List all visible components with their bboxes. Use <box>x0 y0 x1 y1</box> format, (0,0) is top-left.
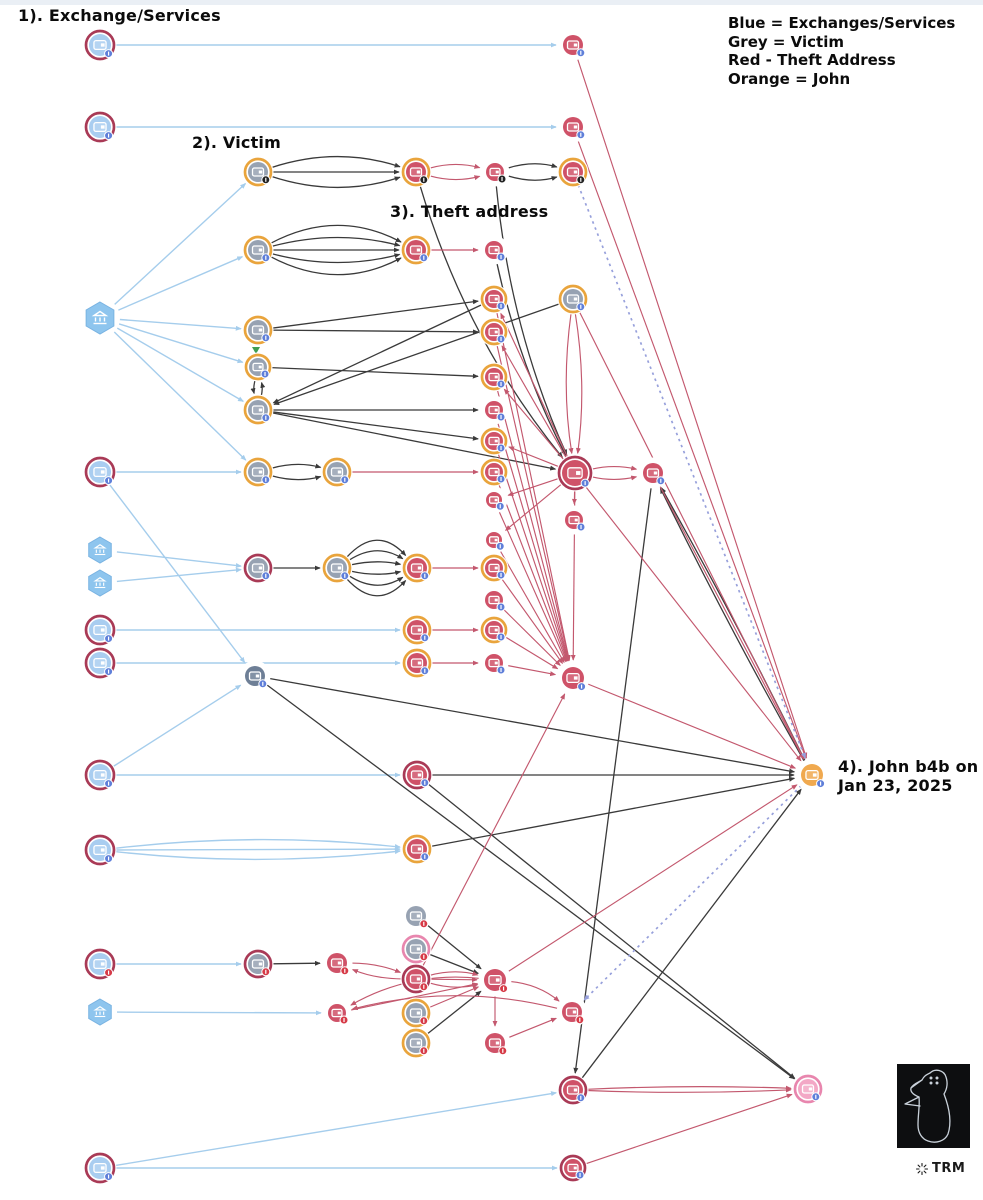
graph-node-b2[interactable] <box>84 111 117 144</box>
wallet-clasp <box>495 567 498 570</box>
graph-node-h4[interactable] <box>89 999 112 1025</box>
color-legend <box>728 14 955 88</box>
wallet-clasp <box>573 1011 576 1014</box>
graph-node-hub1[interactable] <box>557 455 594 492</box>
wallet-clasp <box>654 472 657 475</box>
wallet-clasp <box>495 471 498 474</box>
wallet-clasp <box>256 675 259 678</box>
graph-node-v7[interactable] <box>322 457 353 488</box>
edge-hub2-john <box>587 684 795 769</box>
wallet-clasp <box>417 171 420 174</box>
graph-node-pink[interactable] <box>793 1074 824 1105</box>
badge-glyph <box>265 970 266 974</box>
wallet-clasp <box>574 44 577 47</box>
edge-g5-q1 <box>272 963 320 964</box>
edge-h2-v9 <box>117 552 241 566</box>
annotation-john-line1: 4). John b4b on <box>838 757 979 776</box>
edge-r3-john <box>578 185 805 758</box>
edge-hub1-john <box>586 486 801 760</box>
badge-glyph <box>500 504 501 508</box>
badge-glyph <box>108 637 109 641</box>
wallet-clasp <box>574 1167 577 1170</box>
trm-logo <box>916 1161 965 1176</box>
edge-r1-r2 <box>430 164 480 168</box>
edge-r2-r3 <box>507 164 556 168</box>
edge-b9-w1 <box>115 1093 556 1166</box>
wallet-clasp <box>496 171 499 174</box>
badge-glyph <box>424 669 425 673</box>
graph-node-c9[interactable] <box>480 554 509 583</box>
edge-c10-hub2 <box>503 609 560 665</box>
edge-h1-v1 <box>115 184 246 305</box>
wallet-clasp <box>576 471 580 475</box>
graph-node-m3[interactable] <box>402 648 433 679</box>
graph-node-q2[interactable] <box>401 964 432 995</box>
wallet-clasp <box>495 376 498 379</box>
wallet-clasp <box>495 539 498 541</box>
wallet-clasp <box>259 171 262 174</box>
graph-node-c10[interactable] <box>480 586 509 615</box>
badge-glyph <box>503 987 504 991</box>
badge-glyph <box>580 178 581 182</box>
edge-w1-pink <box>587 1087 791 1090</box>
badge-glyph <box>820 782 821 786</box>
graph-node-b6[interactable] <box>84 759 117 792</box>
edge-r6-john <box>577 58 806 758</box>
wallet-clasp <box>809 1088 812 1091</box>
wallet-clasp <box>417 915 420 918</box>
annotation-victim: 2). Victim <box>192 133 281 152</box>
graph-node-b9[interactable] <box>84 1152 117 1185</box>
wallet-clasp <box>101 1166 105 1169</box>
badge-glyph <box>423 1049 424 1053</box>
graph-node-b4[interactable] <box>84 614 117 647</box>
graph-node-c4[interactable] <box>480 396 509 425</box>
graph-node-c6[interactable] <box>480 458 509 487</box>
wallet-clasp <box>496 978 500 981</box>
badge-glyph <box>500 337 501 341</box>
wallet-clasp <box>418 629 421 632</box>
trm-sun-icon <box>916 1163 928 1175</box>
badge-glyph <box>501 177 502 181</box>
legend-line-grey: Grey = Victim <box>728 32 844 51</box>
edge-v10-v5 <box>274 304 560 405</box>
edge-q3-john <box>508 785 797 972</box>
graph-node-c1[interactable] <box>480 285 509 314</box>
badge-glyph <box>265 178 266 182</box>
graph-node-w2[interactable] <box>559 1154 588 1183</box>
edge-v8-m1 <box>351 571 401 574</box>
edge-v3-c1 <box>272 301 478 328</box>
edge-q2-q3 <box>430 972 478 976</box>
graph-node-g5[interactable] <box>243 949 274 980</box>
edge-g1-q3 <box>427 925 481 969</box>
edge-v1-r1 <box>271 176 400 187</box>
annotation-theft-address: 3). Theft address <box>390 202 549 221</box>
legend-line-red: Red - Theft Address <box>728 51 896 69</box>
edge-john-q5 <box>584 786 801 1001</box>
annotation-exchange-services: 1). Exchange/Services <box>18 6 221 25</box>
edge-c1-v5 <box>273 305 482 403</box>
edge-g2-q3 <box>429 954 478 973</box>
badge-glyph <box>424 574 425 578</box>
badge-glyph <box>500 573 501 577</box>
graph-node-h3[interactable] <box>89 570 112 596</box>
graph-node-b7[interactable] <box>84 834 117 867</box>
graph-node-q0[interactable] <box>323 999 352 1028</box>
graph-node-b8[interactable] <box>84 948 117 981</box>
edge-v10-hub1 <box>575 313 582 453</box>
edge-v8-m1 <box>349 551 403 561</box>
edge-v10-john <box>579 312 804 759</box>
graph-node-c8[interactable] <box>481 527 508 554</box>
badge-glyph <box>265 574 266 578</box>
badge-glyph <box>423 1019 424 1023</box>
badge-glyph <box>500 635 501 639</box>
edge-q2-hub2 <box>423 694 565 967</box>
graph-node-hub2[interactable] <box>557 662 590 695</box>
badge-glyph <box>262 682 263 686</box>
graph-node-v2[interactable] <box>243 235 274 266</box>
graph-node-r7[interactable] <box>558 112 589 143</box>
wallet-clasp <box>574 298 577 301</box>
edge-r7-john <box>578 140 806 758</box>
edge-v5-v4 <box>261 383 262 397</box>
wallet-clasp <box>574 1089 577 1092</box>
graph-node-s1[interactable] <box>240 661 271 692</box>
graph-node-r1[interactable] <box>401 157 432 188</box>
graph-node-c7[interactable] <box>481 487 508 514</box>
graph-node-r3[interactable] <box>558 157 589 188</box>
wallet-clasp <box>101 125 105 128</box>
legend-line-orange: Orange = John <box>728 69 851 88</box>
edge-hub1-c2 <box>502 346 567 458</box>
graph-node-g3[interactable] <box>401 998 432 1029</box>
graph-node-r2[interactable] <box>481 158 510 187</box>
graph-node-c11[interactable] <box>480 616 509 645</box>
badge-glyph <box>579 1173 580 1177</box>
wallet-clasp <box>259 409 262 412</box>
wallet-clasp <box>575 519 578 522</box>
wallet-clasp <box>495 629 498 632</box>
badge-glyph <box>343 1018 344 1022</box>
wallet-clasp <box>417 978 420 981</box>
wallet-clasp <box>418 774 421 777</box>
badge-glyph <box>500 544 501 548</box>
wallet-clasp <box>338 1012 341 1015</box>
graph-node-c2[interactable] <box>480 318 509 347</box>
wallet-clasp <box>259 329 262 332</box>
badge-glyph <box>502 1049 503 1053</box>
badge-glyph <box>423 922 424 926</box>
graph-node-q5[interactable] <box>557 997 588 1028</box>
edge-v1-r1 <box>271 157 400 168</box>
wallet-clasp <box>813 773 817 776</box>
edge-hub1-hub1b <box>592 477 637 480</box>
graph-node-b5[interactable] <box>84 647 117 680</box>
badge-glyph <box>108 134 109 138</box>
wallet-clasp <box>495 499 498 501</box>
wallet-clasp <box>495 298 498 301</box>
wallet-clasp <box>574 126 577 129</box>
badge-glyph <box>500 415 501 419</box>
graph-node-c5[interactable] <box>480 427 509 456</box>
badge-glyph <box>423 985 424 989</box>
edge-v8-m1 <box>351 562 401 565</box>
graph-node-t1[interactable] <box>402 760 433 791</box>
badge-glyph <box>108 479 109 483</box>
edge-g3-q3 <box>429 987 479 1008</box>
badge-glyph <box>265 336 266 340</box>
edge-v10-hub1 <box>566 313 572 453</box>
edge-r2-r3 <box>507 176 556 180</box>
wallet-clasp <box>418 567 421 570</box>
badge-glyph <box>424 781 425 785</box>
edge-b3-s1 <box>109 484 245 663</box>
wallet-clasp <box>417 249 420 252</box>
wallet-clasp <box>101 661 105 664</box>
badge-glyph <box>579 1018 580 1022</box>
graph-node-b3[interactable] <box>84 456 117 489</box>
wallet-clasp <box>101 848 105 851</box>
wallet-clasp <box>417 948 420 951</box>
badge-glyph <box>108 857 109 861</box>
wallet-clasp <box>574 676 578 679</box>
edge-v5-hub1 <box>272 413 556 469</box>
edge-v4-v5 <box>254 380 255 394</box>
edge-h4-q0 <box>117 1012 321 1013</box>
edge-w2-pink <box>585 1094 792 1164</box>
edge-h1-v6 <box>114 332 246 460</box>
graph-node-m1[interactable] <box>402 553 433 584</box>
badge-glyph <box>581 685 582 689</box>
edge-v8-m1 <box>349 576 403 586</box>
wallet-clasp <box>259 963 262 966</box>
badge-glyph <box>265 478 266 482</box>
wallet-clasp <box>259 366 262 369</box>
badge-glyph <box>344 574 345 578</box>
graph-node-r4[interactable] <box>401 235 432 266</box>
legend-line-blue: Blue = Exchanges/Services <box>728 14 956 32</box>
wallet-clasp <box>259 249 262 252</box>
badge-glyph <box>344 478 345 482</box>
edge-w1-pink <box>587 1090 791 1093</box>
badge-glyph <box>108 52 109 56</box>
badge-glyph <box>580 133 581 137</box>
badge-glyph <box>815 1095 816 1099</box>
graph-node-hub1b[interactable] <box>638 458 669 489</box>
edge-q2-q3 <box>430 979 477 980</box>
badge-glyph <box>580 1096 581 1100</box>
graph-node-h2[interactable] <box>89 537 112 563</box>
trm-logo-text: TRM <box>932 1161 966 1176</box>
badge-glyph <box>108 1175 109 1179</box>
wallet-clasp <box>495 409 498 412</box>
graph-node-b1[interactable] <box>84 29 117 62</box>
edge-h1-v4 <box>119 324 243 362</box>
graph-node-hub1c[interactable] <box>560 506 589 535</box>
edge-v2-r4 <box>270 225 401 243</box>
badge-glyph <box>423 955 424 959</box>
badge-glyph <box>580 305 581 309</box>
badge-glyph <box>344 969 345 973</box>
wallet-clasp <box>101 962 105 965</box>
wallet-clasp <box>259 567 262 570</box>
graph-node-john[interactable] <box>796 759 829 792</box>
wallet-clasp <box>338 471 341 474</box>
graph-node-m2[interactable] <box>402 615 433 646</box>
edge-v2-r4 <box>272 237 400 246</box>
wallet-clasp <box>418 848 421 851</box>
wallet-clasp <box>495 440 498 443</box>
graph-node-v4[interactable] <box>244 353 273 382</box>
wallet-clasp <box>495 331 498 334</box>
graph-node-q3[interactable] <box>479 964 512 997</box>
badge-glyph <box>660 479 661 483</box>
edge-v6-v7 <box>272 476 321 480</box>
graph-node-h1[interactable] <box>86 302 114 334</box>
badge-glyph <box>500 255 501 259</box>
penguin-sticker <box>897 1064 970 1148</box>
graph-node-v1[interactable] <box>243 157 274 188</box>
graph-node-v5[interactable] <box>243 395 274 426</box>
graph-node-w1[interactable] <box>558 1075 589 1106</box>
wallet-clasp <box>101 628 105 631</box>
graph-node-v3[interactable] <box>243 315 274 346</box>
badge-glyph <box>423 256 424 260</box>
edge-b7-t2 <box>115 849 400 850</box>
badge-glyph <box>423 178 424 182</box>
graph-node-c12[interactable] <box>480 649 509 678</box>
badge-glyph <box>265 256 266 260</box>
graph-node-q4[interactable] <box>480 1028 511 1059</box>
edge-v3-c2 <box>272 330 478 332</box>
badge-glyph <box>500 605 501 609</box>
graph-node-c3[interactable] <box>480 363 509 392</box>
edge-h3-v9 <box>117 570 241 582</box>
badge-glyph <box>265 416 266 420</box>
wallet-clasp <box>338 962 341 965</box>
annotation-john-line2: Jan 23, 2025 <box>838 776 953 795</box>
edge-r1-r2 <box>430 176 480 180</box>
badge-glyph <box>108 971 109 975</box>
edge-b7-t2 <box>115 840 400 849</box>
edge-c4-hub2 <box>498 423 568 661</box>
edge-hub1b-w1 <box>575 487 651 1073</box>
wallet-clasp <box>417 1042 420 1045</box>
graph-node-t2[interactable] <box>402 834 433 865</box>
graph-node-g1[interactable] <box>401 901 432 932</box>
wallet-clasp <box>101 43 105 46</box>
badge-glyph <box>585 481 586 485</box>
graph-node-g2[interactable] <box>401 934 432 965</box>
graph-node-v6[interactable] <box>243 457 274 488</box>
edge-q4-q5 <box>508 1018 556 1038</box>
edge-h1-v5 <box>117 328 243 401</box>
badge-glyph <box>580 51 581 55</box>
edge-q2-q1 <box>353 970 402 979</box>
graph-node-v10[interactable] <box>558 284 589 315</box>
badge-glyph <box>424 636 425 640</box>
badge-glyph <box>500 668 501 672</box>
wallet-clasp <box>417 1012 420 1015</box>
edge-v5-c5 <box>272 412 478 439</box>
edge-b7-t2 <box>115 851 400 859</box>
graph-node-q1[interactable] <box>322 948 353 979</box>
graph-node-g4[interactable] <box>401 1028 432 1059</box>
graph-node-v8[interactable] <box>322 553 353 584</box>
badge-glyph <box>500 477 501 481</box>
edge-v6-v7 <box>272 464 321 468</box>
badge-glyph <box>500 446 501 450</box>
wallet-clasp <box>101 470 105 473</box>
graph-node-r5[interactable] <box>480 236 509 265</box>
edge-c6-hub2 <box>499 484 567 661</box>
edge-q5-q0 <box>353 996 559 1009</box>
edge-hub1-hub1b <box>592 467 637 470</box>
edge-h1-v3 <box>120 320 241 329</box>
wallet-clasp <box>495 662 498 665</box>
wallet-clasp <box>495 249 498 252</box>
wallet-clasp <box>101 773 105 776</box>
wallet-clasp <box>418 662 421 665</box>
edge-c3-hub2 <box>497 390 568 661</box>
edge-c12-hub2 <box>507 665 556 674</box>
wallet-clasp <box>259 471 262 474</box>
badge-glyph <box>500 304 501 308</box>
badge-glyph <box>264 372 265 376</box>
wallet-clasp <box>496 1042 499 1045</box>
wallet-clasp <box>495 599 498 602</box>
edge-v2-r4 <box>272 254 400 263</box>
wallet-clasp <box>574 171 577 174</box>
edge-b6-s1 <box>113 685 241 767</box>
edge-v2-r4 <box>270 257 401 275</box>
edge-q3-q5 <box>510 981 559 1001</box>
badge-glyph <box>580 525 581 529</box>
edge-q1-q2 <box>351 963 400 972</box>
graph-node-v9[interactable] <box>243 553 274 584</box>
badge-glyph <box>108 782 109 786</box>
penguin-sketch-icon <box>897 1064 970 1148</box>
graph-node-r6[interactable] <box>558 30 589 61</box>
edge-hub1b-john <box>660 485 804 759</box>
edge-c11-hub2 <box>505 637 557 669</box>
wallet-clasp <box>338 567 341 570</box>
badge-glyph <box>500 382 501 386</box>
badge-glyph <box>108 670 109 674</box>
badge-glyph <box>424 855 425 859</box>
